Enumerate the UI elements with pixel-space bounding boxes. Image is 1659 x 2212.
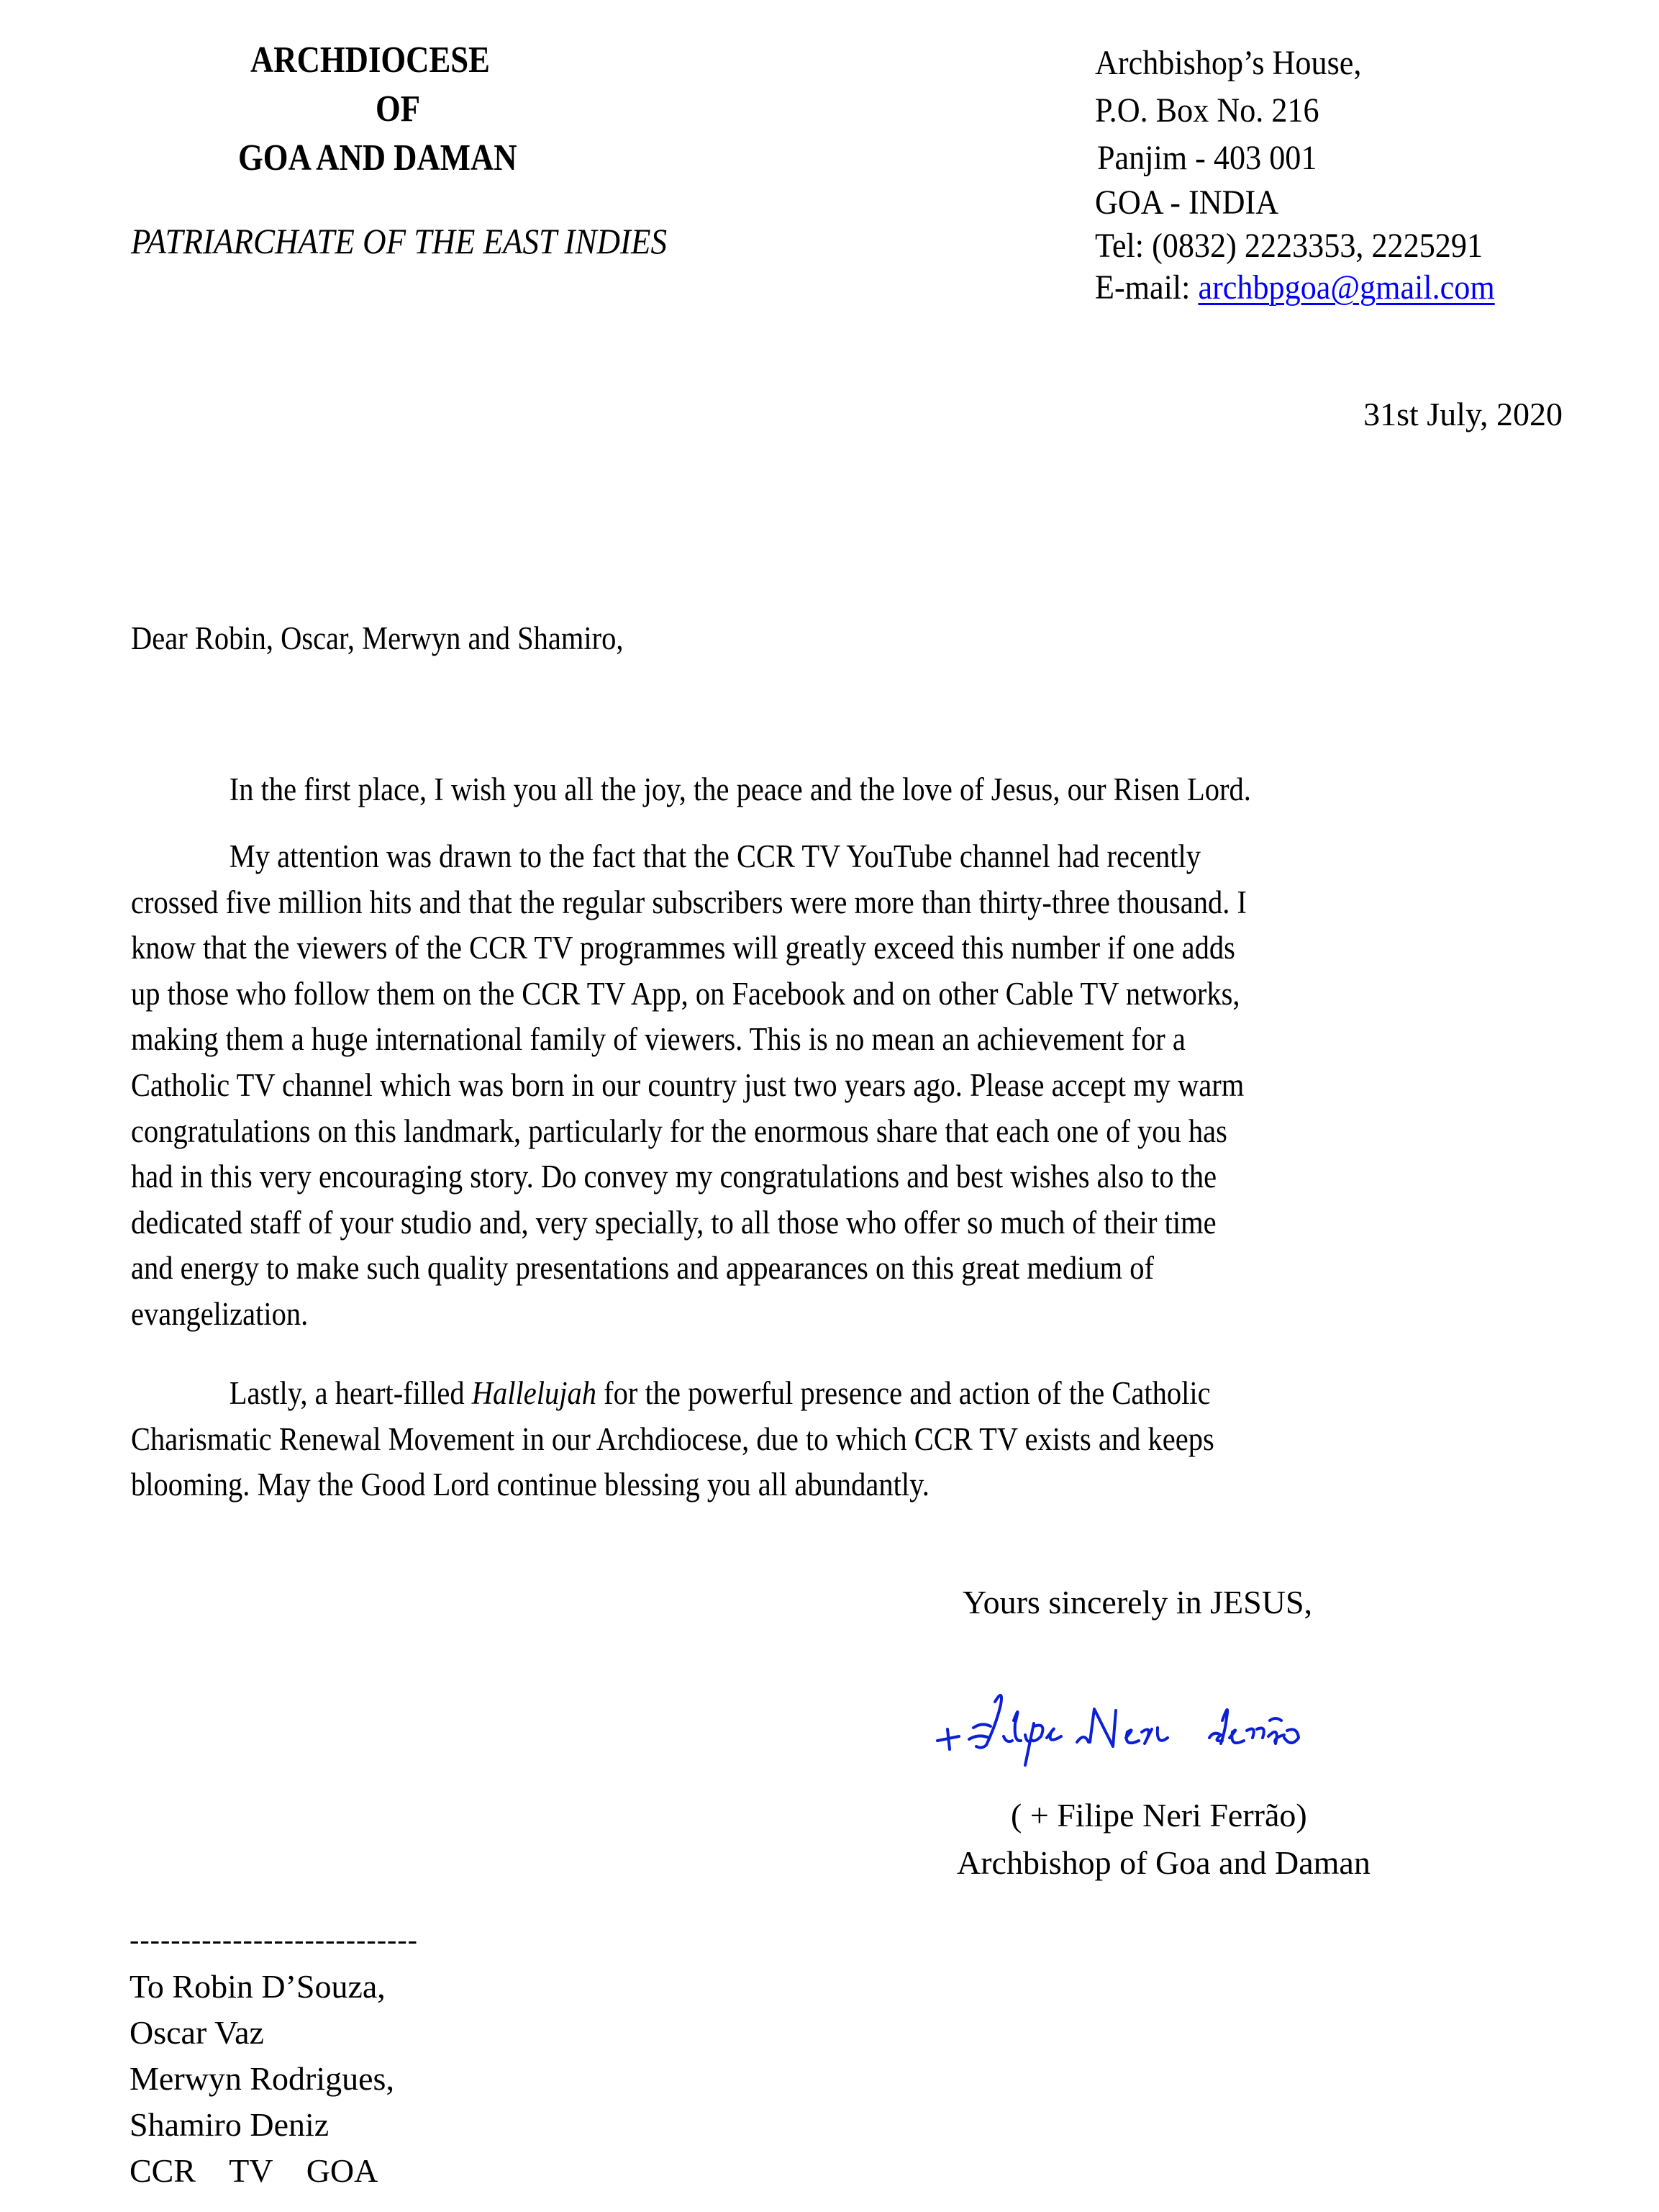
letterhead-org-line-3: GOA AND DAMAN	[238, 137, 517, 178]
signer-name: ( + Filipe Neri Ferrão)	[1011, 1797, 1307, 1833]
address-line: P.O. Box No. 216	[1095, 91, 1319, 130]
paragraph-line	[131, 1371, 1497, 1417]
letterhead-org-line-2: OF	[376, 89, 421, 130]
signature-stroke	[1077, 1709, 1168, 1746]
phone-line: Tel: (0832) 2223353, 2225291	[1095, 227, 1483, 265]
email-link[interactable]: archbpgoa@gmail.com	[1198, 268, 1495, 307]
paragraph-line: congratulations on this landmark, particularly for the enormous share that each one of you has	[131, 1112, 1227, 1149]
letter-date: 31st July, 2020	[1363, 396, 1563, 432]
email-label: E-mail:	[1095, 268, 1199, 307]
paragraph-line: had in this very encouraging story. Do convey my congratulations and best wishes also to the	[131, 1159, 1217, 1195]
paragraph-line: making them a huge international family of viewers. This is no mean an achievement for a	[131, 1021, 1186, 1058]
valediction: Yours sincerely in JESUS,	[963, 1584, 1313, 1621]
recipient-line: To Robin D’Souza,	[129, 1968, 386, 2005]
footer-divider: ----------------------------	[129, 1923, 418, 1956]
salutation: Dear Robin, Oscar, Merwyn and Shamiro,	[131, 620, 624, 656]
paragraph-line: up those who follow them on the CCR TV App, on Facebook and on other Cable TV networks,	[131, 975, 1240, 1012]
address-line: Panjim - 403 001	[1097, 139, 1317, 177]
signature-cross-stroke	[937, 1729, 959, 1749]
signature-stroke	[1004, 1712, 1061, 1765]
letterhead-subtitle: PATRIARCHATE OF THE EAST INDIES	[131, 221, 667, 261]
paragraph-line: crossed five million hits and that the regular subscribers were more than thirty-three thousand. I	[131, 884, 1247, 920]
body-paragraph-2	[131, 834, 1497, 1338]
italic-word-hallelujah: Hallelujah	[471, 1375, 597, 1411]
paragraph-line: Charismatic Renewal Movement in our Archdiocese, due to which CCR TV exists and keeps	[131, 1420, 1214, 1457]
letterhead-org-line-1: ARCHDIOCESE	[250, 40, 490, 81]
paragraph-line: blooming. May the Good Lord continue blessing you all abundantly.	[131, 1467, 930, 1503]
recipient-line: Merwyn Rodrigues,	[129, 2060, 394, 2097]
paragraph-line: In the first place, I wish you all the joy, the peace and the love of Jesus, our Risen Lord.	[229, 771, 1251, 807]
signature-stroke	[1209, 1710, 1299, 1744]
paragraph-line: know that the viewers of the CCR TV programmes will greatly exceed this number if one adds	[131, 930, 1235, 966]
paragraph-line: evangelization.	[131, 1295, 309, 1332]
recipient-line: Oscar Vaz	[129, 2014, 264, 2051]
signer-title: Archbishop of Goa and Daman	[957, 1844, 1371, 1881]
paragraph-line: My attention was drawn to the fact that the CCR TV YouTube channel had recently	[229, 838, 1201, 874]
recipient-line: CCR TV GOA	[129, 2152, 378, 2189]
signature-stroke	[969, 1695, 1001, 1748]
body-paragraph-1	[131, 767, 1497, 813]
paragraph-line: Catholic TV channel which was born in our country just two years ago. Please accept my warm	[131, 1066, 1245, 1103]
address-line: GOA - INDIA	[1095, 183, 1279, 222]
paragraph-text: for the powerful presence and action of the Catholic	[596, 1375, 1211, 1411]
body-paragraph-3	[131, 1371, 1497, 1508]
address-line: Archbishop’s House,	[1095, 44, 1362, 82]
paragraph-line: dedicated staff of your studio and, very specially, to all those who offer so much of their time	[131, 1204, 1217, 1241]
email-line	[1095, 268, 1495, 307]
paragraph-line: and energy to make such quality presentations and appearances on this great medium of	[131, 1250, 1154, 1287]
handwritten-signature	[924, 1680, 1457, 1767]
recipient-line: Shamiro Deniz	[129, 2106, 329, 2143]
paragraph-text: Lastly, a heart-filled	[229, 1375, 472, 1411]
